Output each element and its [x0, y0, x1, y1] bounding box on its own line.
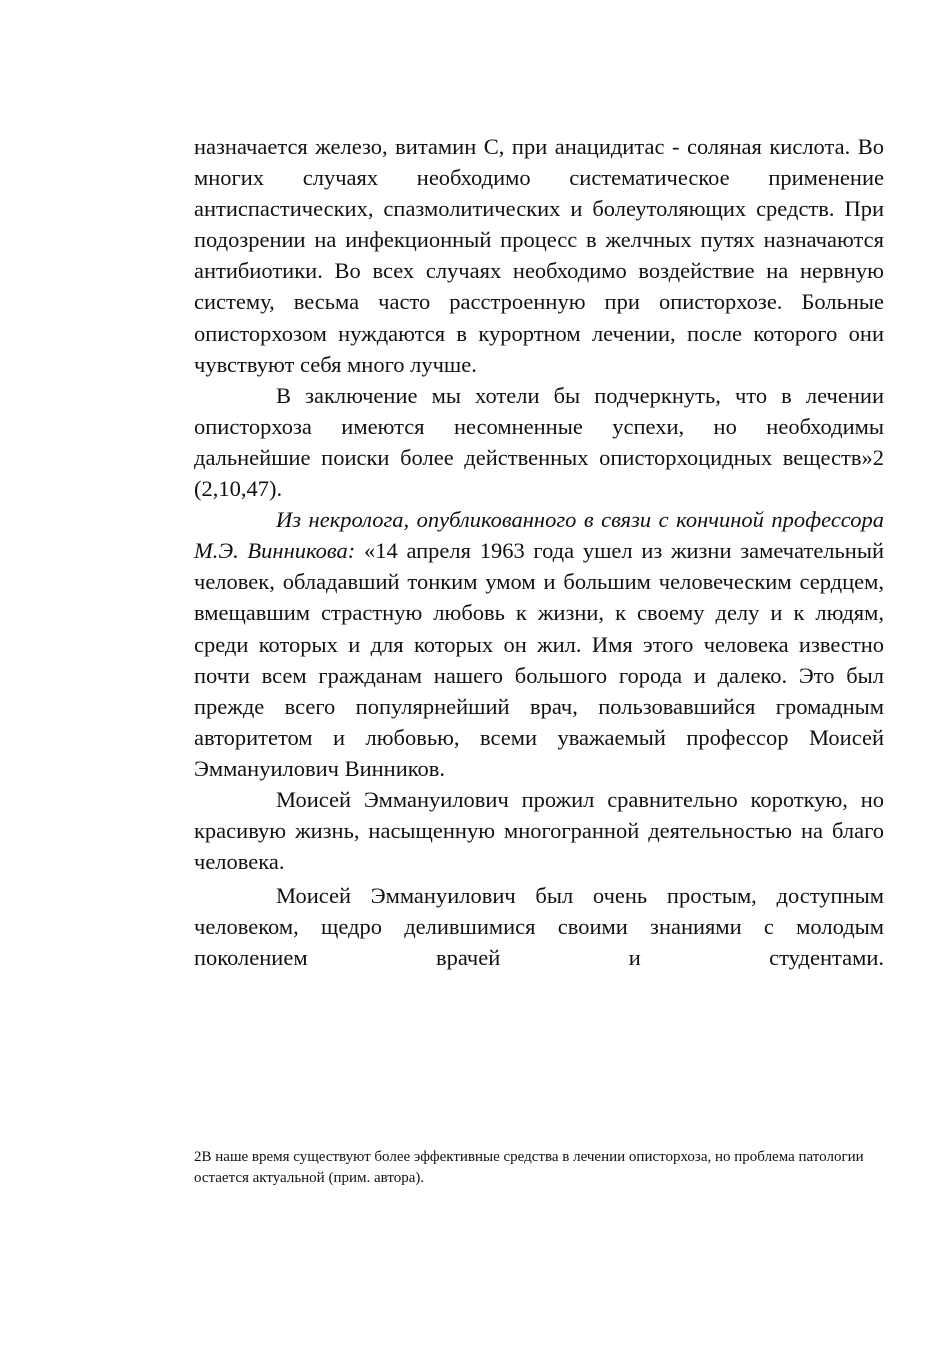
paragraph-treatment: назначается железо, витамин С, при анацидитас - соляная кислота. Во многих случаях необходимо систематическое применение антиспастических, спазмолитических и болеутоляющих средств. При подозрении на инфекционный процесс в желчных путях назначаются антибиотики. Во всех случаях необходимо воздействие на нервную систему, весьма часто расстроенную при описторхозе. Больные описторхозом нуждаются в курортном лечении, после которого они чувствуют себя много лучше.	[194, 134, 884, 377]
paragraph-short-life: Моисей Эммануилович прожил сравнительно короткую, но красивую жизнь, насыщенную многогранной деятельностью на благо человека.	[194, 786, 884, 875]
obituary-quote-text: «14 апреля 1963 года ушел из жизни замечательный человек, обладавший тонким умом и большим человеческим сердцем, вмещавшим страстную любовь к жизни, к своему делу и к людям, среди которых и для которых он жил. Имя этого человека известно почти всем гражданам нашего большого города и далеко. Это был прежде всего популярнейший врач, пользовавшийся громадным авторитетом и любовью, всеми уважаемый профессор Моисей Эммануилович Винников.	[194, 538, 884, 781]
paragraph-simple-person: Моисей Эммануилович был очень простым, доступным человеком, щедро делившимися своими знаниями с молодым поколением врачей и студентами.	[194, 883, 884, 971]
paragraph-obituary	[194, 504, 884, 784]
paragraph-conclusion: В заключение мы хотели бы подчеркнуть, что в лечении описторхоза имеются несомненные успехи, но необходимы дальнейшие поиски более действенных описторхоцидных веществ»2 (2,10,47).	[194, 382, 884, 502]
page-body	[194, 131, 884, 974]
obituary-source-italic: Из некролога, опубликованного в связи с кончиной профессора М.Э. Винникова:	[194, 507, 884, 564]
footnote: 2В наше время существуют более эффективные средства в лечении описторхоза, но проблема патологии остается актуальной (прим. автора).	[194, 1149, 864, 1186]
